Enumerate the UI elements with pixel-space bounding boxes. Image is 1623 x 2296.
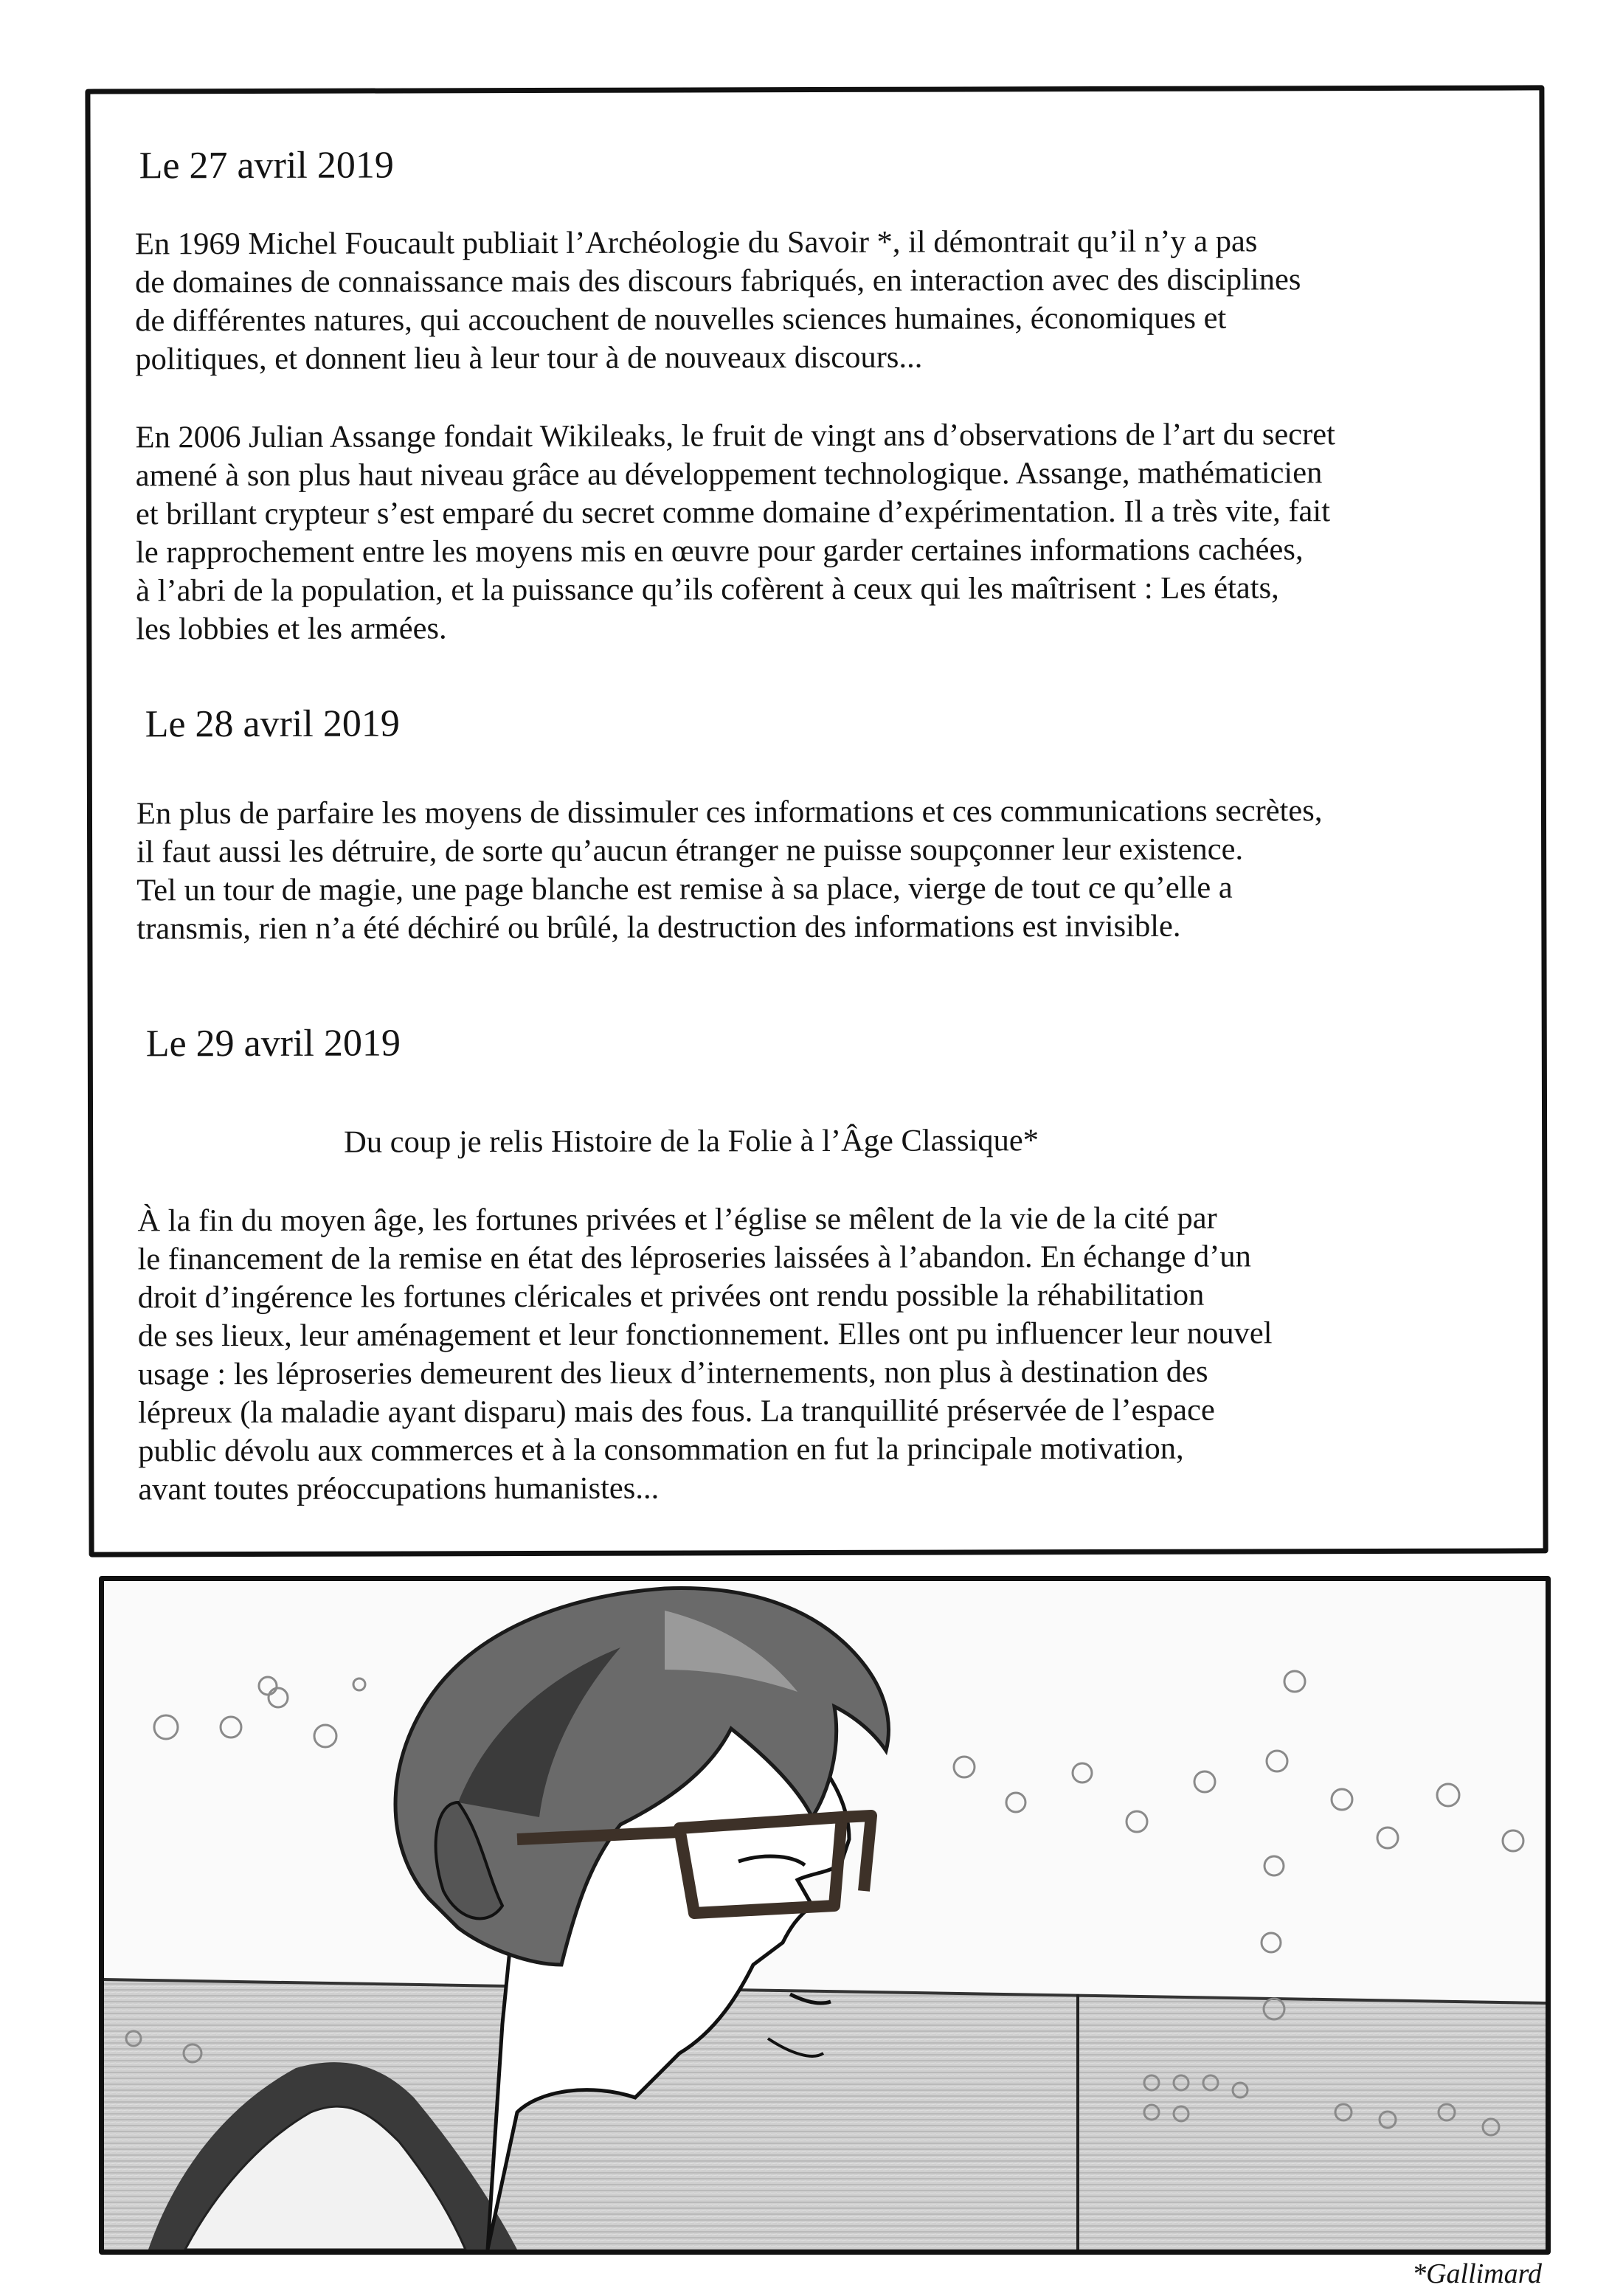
text-line: de ses lieux, leur aménagement et leur fonctionnement. Elles ont pu influencer leur nouvel <box>137 1315 1273 1354</box>
text-line: à l’abri de la population, et la puissance qu’ils cofèrent à ceux qui les maîtrisent : Les états, <box>136 570 1279 609</box>
publisher-credit: *Gallimard <box>1412 2258 1542 2289</box>
text-line: public dévolu aux commerces et à la consommation en fut la principale motivation, <box>138 1431 1184 1469</box>
entry-subtitle: Du coup je relis Histoire de la Folie à l’Âge Classique* <box>344 1123 1039 1160</box>
text-line: et brillant crypteur s’est emparé du secret comme domaine d’expérimentation. Il a très vite, fait <box>135 494 1331 532</box>
entry-date-27: Le 27 avril 2019 <box>139 144 394 187</box>
text-line: En 2006 Julian Assange fondait Wikileaks, le fruit de vingt ans d’observations de l’art du secret <box>135 417 1335 455</box>
illustration-panel <box>99 1576 1551 2255</box>
text-panel <box>85 85 1548 1557</box>
text-line: Tel un tour de magie, une page blanche est remise à sa place, vierge de tout ce qu’elle a <box>136 870 1233 908</box>
text-line: À la fin du moyen âge, les fortunes privées et l’église se mêlent de la vie de la cité par <box>137 1200 1217 1239</box>
text-line: les lobbies et les armées. <box>136 611 447 647</box>
text-line: politiques, et donnent lieu à leur tour à de nouveaux discours... <box>135 339 923 377</box>
text-line: En 1969 Michel Foucault publiait l’Archéologie du Savoir *, il démontrait qu’il n’y a pas <box>134 224 1258 262</box>
text-line: usage : les léproseries demeurent des lieux d’internements, non plus à destination des <box>137 1354 1208 1392</box>
paragraph-folie <box>137 1199 1273 1509</box>
text-line: transmis, rien n’a été déchiré ou brûlé, la destruction des informations est invisible. <box>136 908 1181 947</box>
paragraph-destruction <box>136 792 1323 948</box>
entry-date-29: Le 29 avril 2019 <box>145 1022 401 1065</box>
text-line: de différentes natures, qui accouchent de nouvelles sciences humaines, économiques et <box>135 300 1227 339</box>
text-line: lépreux (la maladie ayant disparu) mais des fous. La tranquillité préservée de l’espace <box>138 1392 1215 1431</box>
text-line: le financement de la remise en état des léproseries laissées à l’abandon. En échange d’un <box>137 1239 1251 1277</box>
text-line: le rapprochement entre les moyens mis en œuvre pour garder certaines informations cachées, <box>135 532 1304 570</box>
text-line: avant toutes préoccupations humanistes... <box>138 1470 660 1507</box>
text-line: il faut aussi les détruire, de sorte qu’aucun étranger ne puisse soupçonner leur existence. <box>136 831 1244 870</box>
text-line: droit d’ingérence les fortunes cléricales et privées ont rendu possible la réhabilitation <box>137 1277 1205 1315</box>
paragraph-foucault <box>135 222 1301 378</box>
text-line: amené à son plus haut niveau grâce au développement technologique. Assange, mathématicien <box>135 455 1323 494</box>
entry-date-28: Le 28 avril 2019 <box>145 702 400 746</box>
paragraph-assange <box>136 415 1336 649</box>
portrait-illustration <box>104 1581 1546 2250</box>
text-line: de domaines de connaissance mais des discours fabriqués, en interaction avec des disciplines <box>135 262 1301 300</box>
text-line: En plus de parfaire les moyens de dissimuler ces informations et ces communications secrètes, <box>136 793 1323 831</box>
